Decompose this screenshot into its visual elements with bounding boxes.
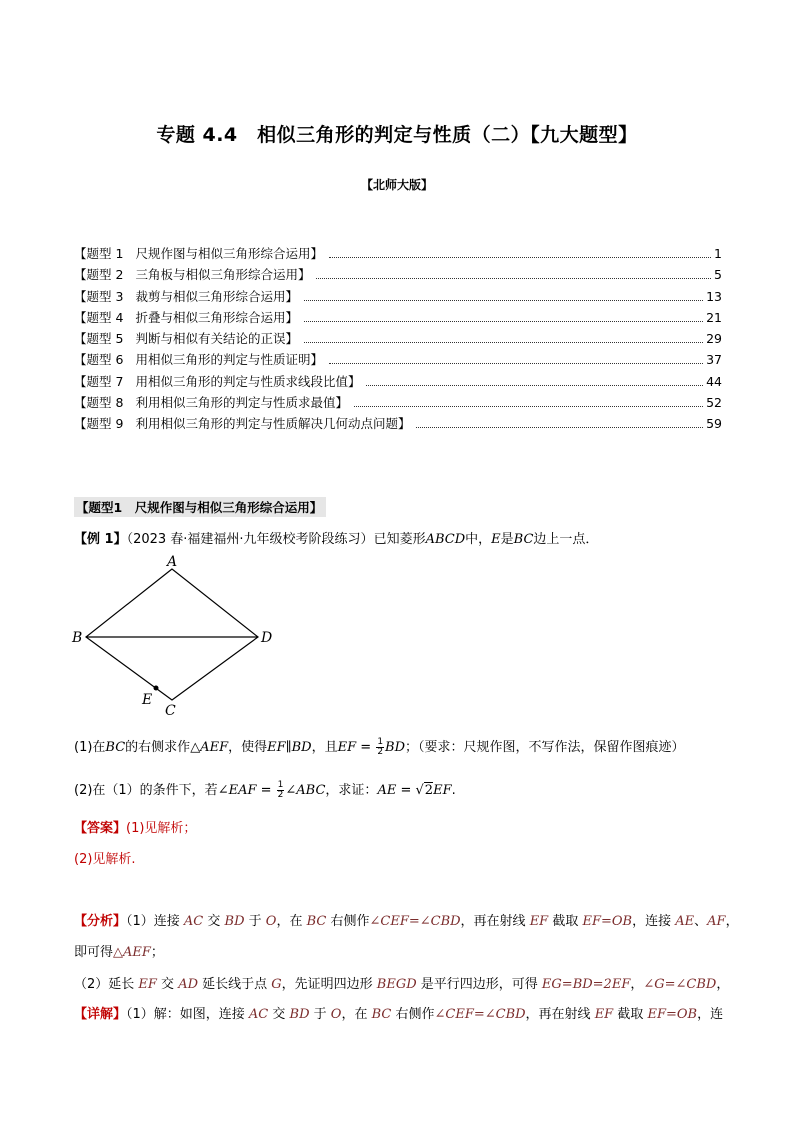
toc-page-number: 5 xyxy=(714,267,722,283)
analysis-math: BD xyxy=(224,914,245,929)
analysis-text: ，在 xyxy=(276,914,307,929)
detail-text: 交 xyxy=(268,1007,290,1022)
toc-leader-dots xyxy=(329,362,703,364)
toc-type-label: 【题型 2 xyxy=(74,267,124,283)
analysis-line-2 xyxy=(74,941,164,960)
example-text: 中， xyxy=(465,532,492,547)
toc-title: 用相似三角形的判定与性质求线段比值】 xyxy=(135,373,361,389)
analysis-math: EG=BD=2EF xyxy=(541,977,631,992)
detail-line-1 xyxy=(74,1003,723,1022)
analysis-text: ； xyxy=(150,945,164,960)
toc-title: 利用相似三角形的判定与性质解决几何动点问题】 xyxy=(135,416,411,432)
q1-text: 的右侧求作 xyxy=(125,740,191,755)
toc-title: 裁剪与相似三角形综合运用】 xyxy=(135,288,298,304)
toc-page-number: 44 xyxy=(706,373,722,389)
example-math: E xyxy=(491,532,501,547)
analysis-math: ∠CEF=∠CBD xyxy=(369,914,461,929)
analysis-math: AE xyxy=(675,914,695,929)
analysis-math: AF xyxy=(707,914,726,929)
example-text: 已知菱形 xyxy=(373,532,426,547)
fraction-denominator: 2 xyxy=(377,747,384,757)
point-e xyxy=(154,686,159,691)
toc-entry[interactable] xyxy=(74,287,722,308)
label-e: E xyxy=(142,692,153,708)
label-a: A xyxy=(167,554,178,570)
toc-entry[interactable] xyxy=(74,350,722,371)
toc-title: 折叠与相似三角形综合运用】 xyxy=(135,309,298,325)
q1-text: ，且 xyxy=(311,740,338,755)
analysis-math: BEGD xyxy=(376,977,417,992)
label-d: D xyxy=(261,630,273,646)
analysis-text: 于 xyxy=(244,914,266,929)
toc-page-number: 1 xyxy=(714,246,722,261)
toc-type-label: 【题型 6 xyxy=(74,352,124,368)
detail-math: BD xyxy=(289,1007,310,1022)
toc-title: 三角板与相似三角形综合运用】 xyxy=(135,267,311,283)
analysis-math: AC xyxy=(183,914,204,929)
toc-title: 利用相似三角形的判定与性质求最值】 xyxy=(135,395,348,411)
analysis-text: ， xyxy=(725,914,739,929)
q1-text: (1)在 xyxy=(74,740,106,755)
toc-page-number: 59 xyxy=(706,416,722,432)
detail-math: AC xyxy=(248,1007,269,1022)
toc-leader-dots xyxy=(304,299,703,301)
question-1 xyxy=(74,736,685,757)
toc-leader-dots xyxy=(329,256,711,258)
table-of-contents xyxy=(74,244,722,436)
example-math: BC xyxy=(513,532,534,547)
q1-math: △AEF xyxy=(190,740,229,755)
analysis-math: ∠G=∠CBD xyxy=(643,977,717,992)
toc-leader-dots xyxy=(354,405,703,407)
toc-type-label: 【题型 3 xyxy=(74,288,124,304)
example-statement xyxy=(74,528,598,547)
analysis-text: ， xyxy=(716,977,730,992)
q1-math: BD xyxy=(385,740,406,755)
analysis-text: （2）延长 xyxy=(74,977,139,992)
detail-math: ∠CEF=∠CBD xyxy=(434,1007,526,1022)
detail-math: EF=OB xyxy=(647,1007,698,1022)
q2-math: EF xyxy=(433,783,452,798)
analysis-math: EF=OB xyxy=(582,914,633,929)
analysis-text: 右侧作 xyxy=(326,914,370,929)
toc-title: 尺规作图与相似三角形综合运用】 xyxy=(135,246,323,261)
detail-text: 右侧作 xyxy=(391,1007,435,1022)
toc-entry[interactable] xyxy=(74,329,722,350)
analysis-math: O xyxy=(265,914,277,929)
answer-line-2 xyxy=(74,848,136,867)
toc-page-number: 29 xyxy=(706,331,722,347)
rhombus-diagram xyxy=(60,552,290,722)
detail-text: 截取 xyxy=(613,1007,648,1022)
q2-text: . xyxy=(451,783,456,798)
detail-tag: 【详解】 xyxy=(74,1007,127,1022)
toc-type-label: 【题型 5 xyxy=(74,331,124,347)
example-math: ABCD xyxy=(425,532,466,547)
page-title: 专题 4.4 相似三角形的判定与性质（二）【九大题型】 xyxy=(156,124,638,146)
analysis-math: BC xyxy=(306,914,327,929)
toc-page-number: 52 xyxy=(706,395,722,411)
q2-text: = xyxy=(396,783,416,798)
toc-entry[interactable] xyxy=(74,244,722,265)
toc-entry[interactable] xyxy=(74,308,722,329)
analysis-text: 、 xyxy=(694,914,708,929)
toc-entry[interactable] xyxy=(74,265,722,286)
toc-page-number: 37 xyxy=(706,352,722,368)
detail-text: ，再在射线 xyxy=(525,1007,595,1022)
q2-text: (2)在（1）的条件下，若 xyxy=(74,783,218,798)
toc-page-number: 21 xyxy=(706,309,722,325)
q2-math: ∠ABC xyxy=(285,783,326,798)
fraction-numerator: 1 xyxy=(377,737,384,747)
toc-entry[interactable] xyxy=(74,372,722,393)
analysis-text: ， xyxy=(630,977,644,992)
label-c: C xyxy=(165,703,176,719)
toc-type-label: 【题型 8 xyxy=(74,395,124,411)
toc-type-label: 【题型 4 xyxy=(74,309,124,325)
q2-fraction xyxy=(277,781,285,800)
analysis-text: （1）连接 xyxy=(126,914,184,929)
example-text: 边上一点． xyxy=(533,532,599,547)
q2-math: AE xyxy=(377,783,397,798)
detail-text: （1）解：如图，连接 xyxy=(126,1007,249,1022)
analysis-text: ，再在射线 xyxy=(460,914,530,929)
q1-math: EF∥BD xyxy=(267,740,312,755)
answer-tag: 【答案】 xyxy=(74,821,127,836)
edition-label: 【北师大版】 xyxy=(360,178,433,192)
toc-title: 判断与相似有关结论的正误】 xyxy=(135,331,298,347)
detail-text: ，连 xyxy=(697,1007,724,1022)
toc-type-label: 【题型 9 xyxy=(74,416,124,432)
toc-leader-dots xyxy=(304,320,703,322)
toc-page-number: 13 xyxy=(706,288,722,304)
sqrt-expression: √2 xyxy=(415,783,434,798)
section-heading: 【题型1 尺规作图与相似三角形综合运用】 xyxy=(74,497,326,517)
analysis-tag: 【分析】 xyxy=(74,914,127,929)
toc-entry[interactable] xyxy=(74,393,722,414)
toc-type-label: 【题型 7 xyxy=(74,373,124,389)
q2-text: = xyxy=(256,783,276,798)
q2-math: ∠EAF xyxy=(217,783,257,798)
example-source: （2023 春·福建福州·九年级校考阶段练习） xyxy=(126,532,374,547)
detail-text: ，在 xyxy=(341,1007,372,1022)
sqrt-radicand: 2 xyxy=(424,783,434,798)
answer-text: (1)见解析； xyxy=(126,821,197,836)
example-label: 【例 1】 xyxy=(74,532,127,547)
analysis-line-1 xyxy=(74,910,739,929)
example-text: 是 xyxy=(500,532,514,547)
analysis-text: 截取 xyxy=(548,914,583,929)
detail-text: 于 xyxy=(309,1007,331,1022)
analysis-math: AD xyxy=(178,977,198,992)
fraction-numerator: 1 xyxy=(277,780,284,790)
analysis-math: △AEF xyxy=(113,945,151,960)
analysis-text: ，连接 xyxy=(632,914,676,929)
toc-leader-dots xyxy=(316,277,711,279)
q1-fraction xyxy=(376,738,384,757)
analysis-text: 交 xyxy=(156,977,179,992)
toc-leader-dots xyxy=(366,384,703,386)
analysis-text: 是平行四边形，可得 xyxy=(416,977,542,992)
q1-text: ；（要求：尺规作图，不写作法，保留作图痕迹） xyxy=(405,740,685,755)
answer-line-1 xyxy=(74,817,196,836)
analysis-text: 即可得 xyxy=(74,945,114,960)
toc-leader-dots xyxy=(304,341,703,343)
toc-title: 用相似三角形的判定与性质证明】 xyxy=(135,352,323,368)
q1-text: ，使得 xyxy=(228,740,268,755)
analysis-line-3 xyxy=(74,973,729,992)
analysis-text: ，先证明四边形 xyxy=(281,977,377,992)
analysis-text: 延长线于点 xyxy=(198,977,272,992)
label-b: B xyxy=(72,630,83,646)
analysis-math: G xyxy=(271,977,282,992)
toc-type-label: 【题型 1 xyxy=(74,246,124,261)
analysis-text: 交 xyxy=(203,914,225,929)
fraction-denominator: 2 xyxy=(277,790,284,800)
toc-entry[interactable] xyxy=(74,414,722,435)
detail-math: BC xyxy=(371,1007,392,1022)
detail-math: EF xyxy=(594,1007,614,1022)
toc-leader-dots xyxy=(416,426,703,428)
q2-text: ，求证： xyxy=(325,783,378,798)
rhombus-outline xyxy=(86,569,258,700)
detail-math: O xyxy=(330,1007,342,1022)
q1-text: = xyxy=(356,740,376,755)
q1-math: BC xyxy=(105,740,126,755)
question-2 xyxy=(74,779,456,800)
q1-math: EF xyxy=(337,740,357,755)
analysis-math: EF xyxy=(529,914,549,929)
answer-text: (2)见解析. xyxy=(74,852,136,867)
analysis-math: EF xyxy=(138,977,157,992)
